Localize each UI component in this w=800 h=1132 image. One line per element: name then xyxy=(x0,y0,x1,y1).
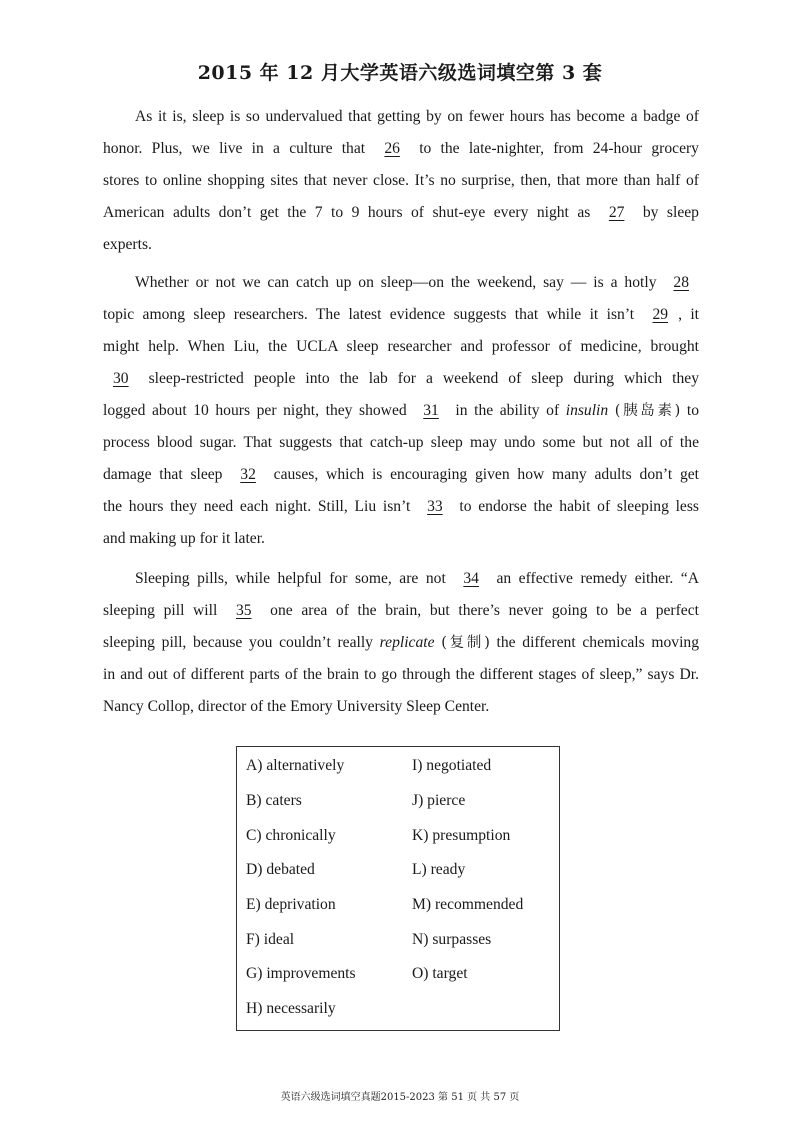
p3-line-4: in and out of different parts of the brain to go through the different stages of sleep,” says Dr. xyxy=(103,666,699,683)
blank-27[interactable]: 27 xyxy=(608,204,625,221)
blank-31[interactable]: 31 xyxy=(423,402,439,419)
blank-33[interactable]: 33 xyxy=(427,498,443,515)
option-k[interactable]: K) presumption xyxy=(412,827,511,844)
option-i[interactable]: I) negotiated xyxy=(412,757,492,774)
p2-line-2: topic among sleep researchers. The latest evidence suggests that while it isn’t 29 , it xyxy=(103,299,699,331)
option-g[interactable]: G) improvements xyxy=(246,965,356,982)
p3-line-2: sleeping pill will 35 one area of the brain, but there’s never going to be a perfect xyxy=(103,595,699,627)
blank-30[interactable]: 30 xyxy=(113,370,129,387)
option-f[interactable]: F) ideal xyxy=(246,931,295,948)
p2-line-6: process blood sugar. That suggests that catch-up sleep may undo some but not all of the xyxy=(103,434,699,451)
page-title: 2015 年 12 月大学英语六级选词填空第 3 套 xyxy=(197,62,603,84)
option-b[interactable]: B) caters xyxy=(246,792,302,809)
blank-34[interactable]: 34 xyxy=(463,570,479,587)
p2-line-7: damage that sleep 32 causes, which is encouraging given how many adults don’t get xyxy=(103,459,699,491)
paragraph-3 xyxy=(103,563,699,723)
option-c[interactable]: C) chronically xyxy=(246,827,336,844)
p2-line-9: and making up for it later. xyxy=(103,530,265,547)
word-bank xyxy=(236,746,560,1031)
blank-28[interactable]: 28 xyxy=(673,274,690,291)
paragraph-1 xyxy=(103,101,699,261)
p2-line-5: logged about 10 hours per night, they showed 31 in the ability of insulin (胰岛素) to xyxy=(103,395,699,427)
option-j[interactable]: J) pierce xyxy=(412,792,466,809)
p2-line-8: the hours they need each night. Still, Liu isn’t 33 to endorse the habit of sleeping less xyxy=(103,491,699,523)
option-e[interactable]: E) deprivation xyxy=(246,896,336,913)
insulin-term: insulin xyxy=(565,402,609,419)
p2-line-4: 30 sleep-restricted people into the lab for a weekend of sleep during which they xyxy=(103,363,699,395)
paragraph-2 xyxy=(103,267,699,555)
option-n[interactable]: N) surpasses xyxy=(412,931,492,948)
p1-line-3: stores to online shopping sites that never close. It’s no surprise, then, that more than half of xyxy=(103,172,699,189)
option-o[interactable]: O) target xyxy=(412,965,468,982)
p3-line-5: Nancy Collop, director of the Emory University Sleep Center. xyxy=(103,698,490,715)
blank-29[interactable]: 29 xyxy=(652,306,669,323)
replicate-term: replicate xyxy=(379,634,435,651)
option-l[interactable]: L) ready xyxy=(412,861,466,878)
p3-line-1: Sleeping pills, while helpful for some, are not 34 an effective remedy either. “A xyxy=(103,563,699,595)
p1-line-5: experts. xyxy=(103,236,152,253)
option-a[interactable]: A) alternatively xyxy=(246,757,345,774)
p2-line-3: might help. When Liu, the UCLA sleep researcher and professor of medicine, brought xyxy=(103,338,699,355)
blank-35[interactable]: 35 xyxy=(235,602,252,619)
p1-line-2: honor. Plus, we live in a culture that 26 to the late-nighter, from 24-hour grocery xyxy=(103,133,699,165)
option-h[interactable]: H) necessarily xyxy=(246,1000,336,1017)
option-m[interactable]: M) recommended xyxy=(412,896,524,913)
p3-line-3: sleeping pill, because you couldn’t really replicate (复制) the different chemicals moving xyxy=(103,634,700,651)
p2-line-1: Whether or not we can catch up on sleep—on the weekend, say — is a hotly 28 xyxy=(103,267,699,299)
page-footer: 英语六级选词填空真题2015-2023 第 51 页 共 57 页 xyxy=(280,1092,520,1103)
blank-32[interactable]: 32 xyxy=(240,466,256,483)
p1-line-4: American adults don’t get the 7 to 9 hours of shut-eye every night as 27 by sleep xyxy=(103,197,699,229)
option-d[interactable]: D) debated xyxy=(246,861,315,878)
blank-26[interactable]: 26 xyxy=(384,140,400,157)
p1-line-1: As it is, sleep is so undervalued that getting by on fewer hours has become a badge of xyxy=(135,108,699,125)
